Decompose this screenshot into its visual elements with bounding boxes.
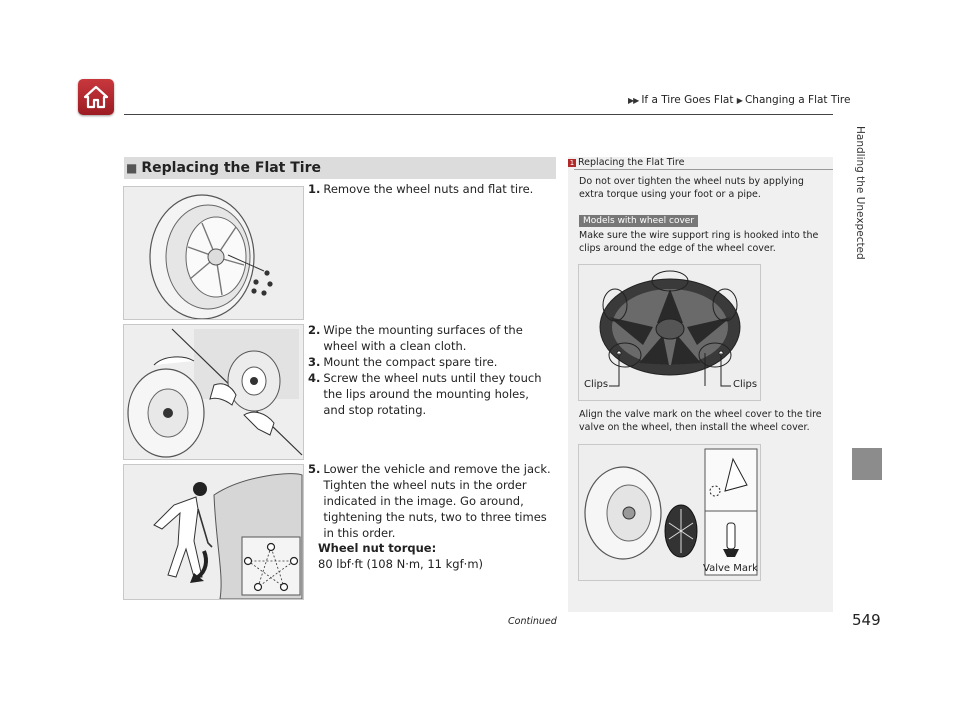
step-text: Screw the wheel nuts until they touch the lips around the mounting holes, and stop rotating. (323, 371, 542, 417)
breadcrumb-arrow: ▶▶ (628, 96, 639, 105)
torque-spec (318, 540, 554, 572)
figure-tighten-order (123, 464, 304, 600)
sidebar-note-overtighten: Do not over tighten the wheel nuts by applying extra torque using your foot or a pipe. (579, 176, 804, 200)
sidebar-divider (574, 169, 833, 170)
clips-label-left: Clips (584, 379, 609, 390)
chapter-tab[interactable] (852, 448, 882, 480)
note-icon: 1 (569, 159, 575, 167)
section-header (124, 157, 556, 179)
sidebar-note-valve: Align the valve mark on the wheel cover to the tire valve on the wheel, then install the wheel cover. (579, 409, 822, 433)
figure-valve-mark (578, 444, 761, 581)
sidebar-note-wire-ring: Make sure the wire support ring is hooked into the clips around the edge of the wheel cover. (579, 230, 819, 254)
step-text: Wipe the mounting surfaces of the wheel with a clean cloth. (323, 323, 523, 353)
step-number: 1. (308, 182, 321, 196)
figure-wheel-cover-clips (578, 264, 761, 401)
figure-mount-spare (123, 324, 304, 460)
square-bullet-icon: ■ (126, 161, 138, 175)
breadcrumb (628, 94, 850, 106)
breadcrumb-link-flat-tire[interactable]: If a Tire Goes Flat (641, 94, 734, 106)
section-title: Replacing the Flat Tire (141, 160, 321, 176)
step-number: 5. (308, 462, 321, 476)
header-divider (124, 114, 833, 115)
step-number: 2. (308, 323, 321, 337)
home-button[interactable] (78, 79, 114, 115)
continued-label: Continued (508, 616, 557, 627)
chapter-label: Handling the Unexpected (854, 126, 866, 260)
clips-label-right: Clips (733, 379, 758, 390)
step-number: 4. (308, 371, 321, 385)
step-1 (308, 181, 554, 197)
torque-label: Wheel nut torque: (318, 541, 437, 555)
torque-value: 80 lbf·ft (108 N·m, 11 kgf·m) (318, 557, 484, 571)
page-number: 549 (852, 611, 881, 629)
step-4 (308, 370, 554, 418)
step-text: Lower the vehicle and remove the jack. Tighten the wheel nuts in the order indicated in the image. Go around, tightening the nuts, two to three times in this order. (323, 462, 551, 540)
step-3 (308, 354, 554, 370)
sidebar-title (568, 157, 684, 168)
step-text: Mount the compact spare tire. (323, 355, 498, 369)
step-5 (308, 461, 554, 541)
breadcrumb-current: Changing a Flat Tire (744, 94, 851, 106)
step-text: Remove the wheel nuts and flat tire. (323, 182, 534, 196)
figure-remove-wheel (123, 186, 304, 320)
step-number: 3. (308, 355, 321, 369)
valve-mark-label: Valve Mark (703, 563, 758, 574)
home-icon (83, 85, 109, 109)
breadcrumb-arrow: ▶ (736, 96, 742, 105)
model-badge: Models with wheel cover (579, 215, 698, 227)
sidebar-title-text: Replacing the Flat Tire (578, 157, 685, 168)
step-2 (308, 322, 554, 354)
